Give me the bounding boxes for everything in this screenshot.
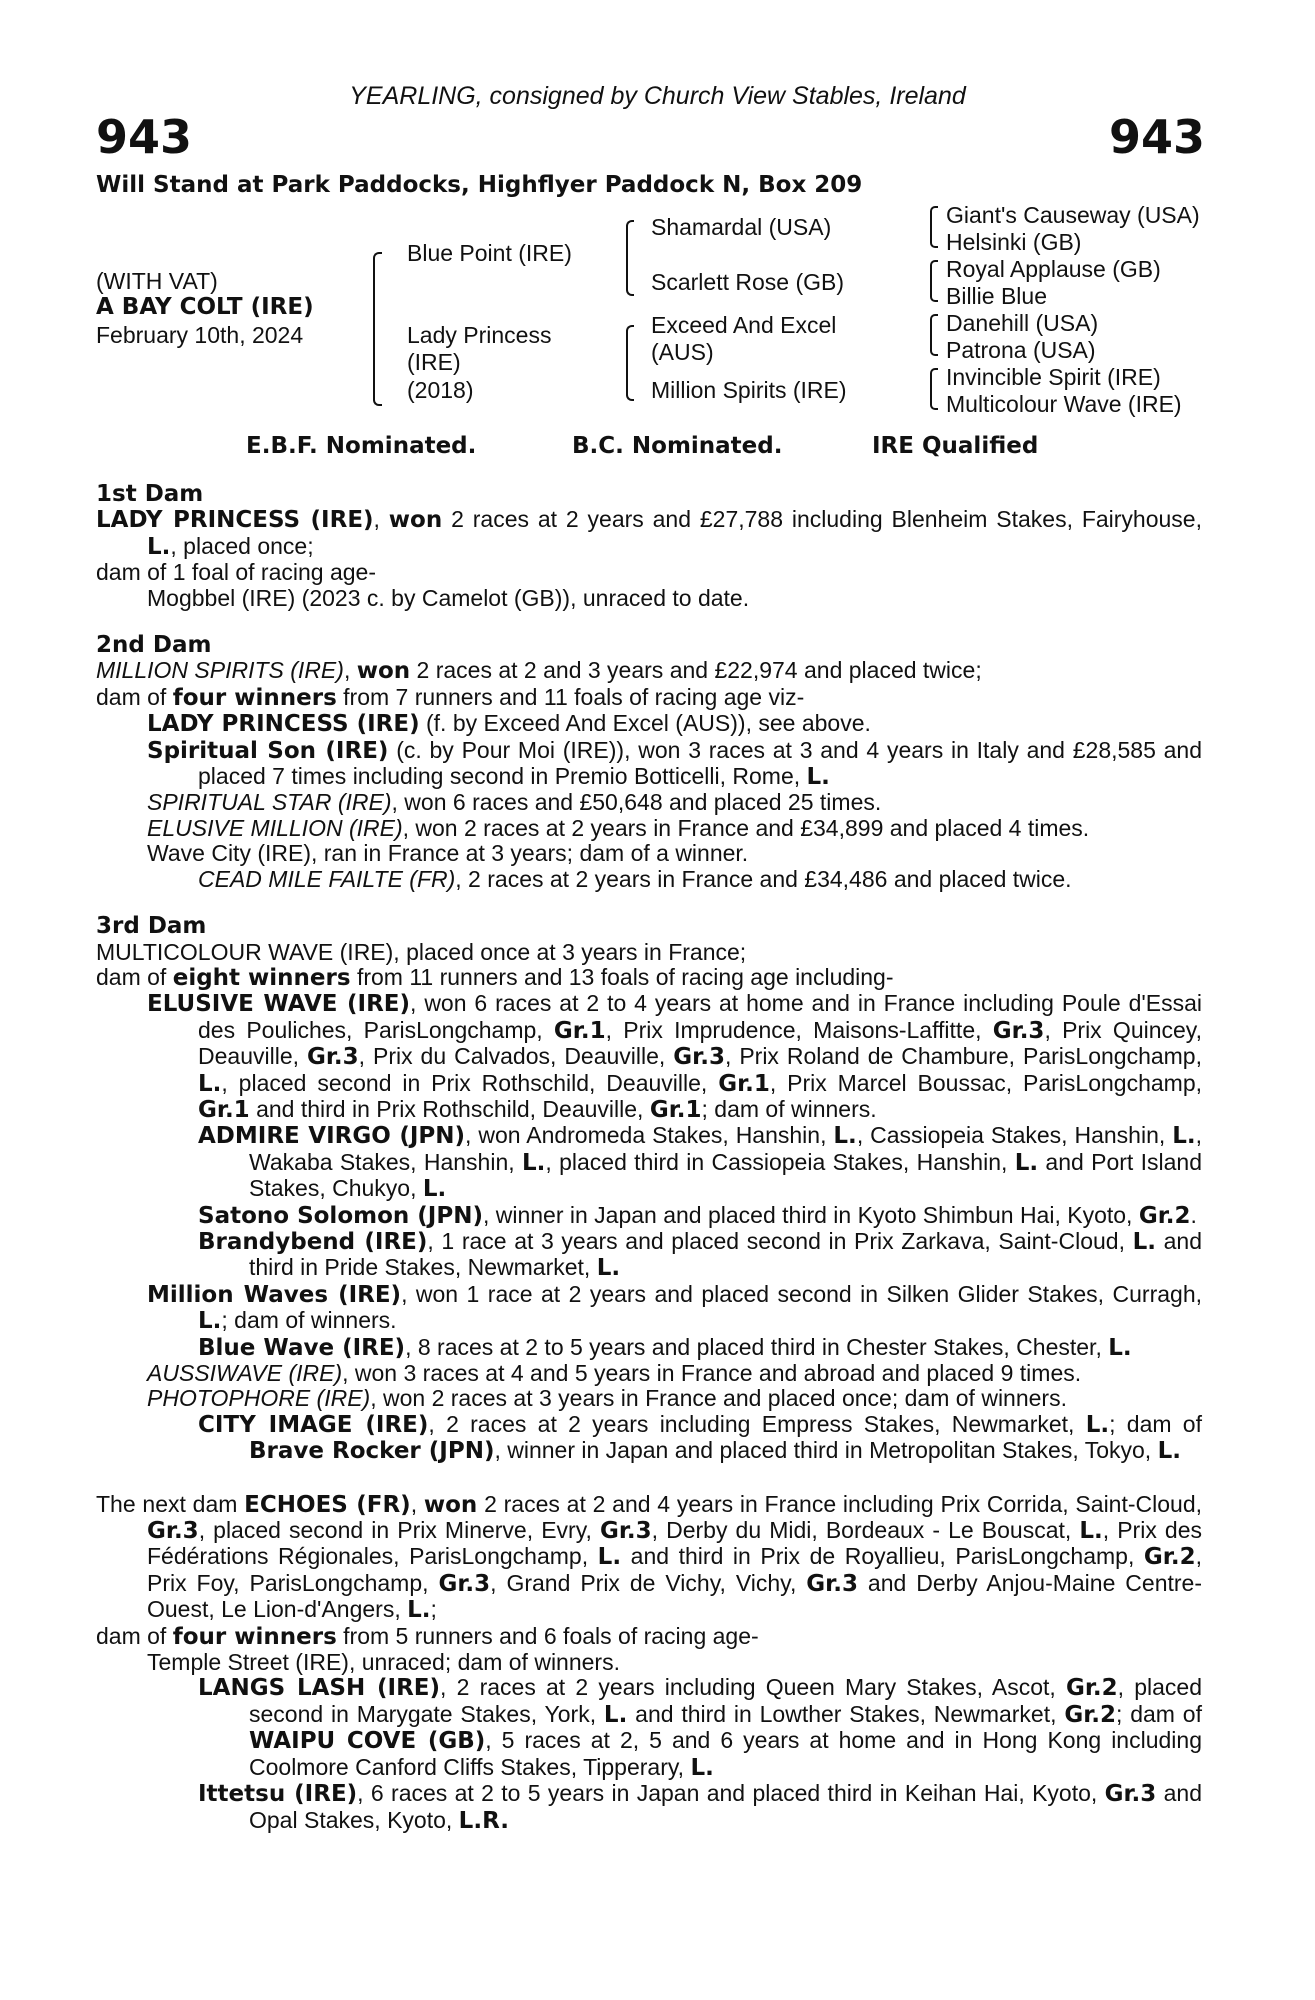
produce-record <box>96 482 1202 1834</box>
produce-ittetsu <box>96 1781 1202 1834</box>
produce-langs-lash <box>96 1675 1202 1781</box>
produce-name: WAIPU COVE (GB) <box>249 1728 486 1755</box>
lot-number-right: 943 <box>1108 110 1205 164</box>
listed-tag: L. <box>407 1597 431 1624</box>
pedigree-brace-7 <box>930 368 938 410</box>
dam-sire-line-1: Exceed And Excel <box>651 312 837 338</box>
ped-ssd: Helsinki (GB) <box>946 229 1082 255</box>
produce-admire-virgo <box>96 1123 1202 1202</box>
listed-tag: L. <box>147 533 171 560</box>
listed-tag: L. <box>806 764 830 791</box>
foaling-date: February 10th, 2024 <box>96 322 304 348</box>
produce-text: and third in Prix de Royallieu, ParisLongchamp, <box>621 1543 1144 1570</box>
produce-name: Spiritual Son (IRE) <box>147 737 389 764</box>
produce-photophore <box>96 1386 1202 1411</box>
dam-of-label: dam of <box>96 1622 173 1649</box>
group-tag: Gr.3 <box>306 1044 359 1071</box>
group-tag: Gr.2 <box>1065 1675 1118 1702</box>
group-tag: Gr.1 <box>649 1096 702 1123</box>
produce-name: AUSSIWAVE (IRE) <box>147 1360 343 1386</box>
produce-aussiwave <box>96 1361 1202 1386</box>
listed-tag: L. <box>1132 1228 1156 1255</box>
produce-text: , winner in Japan and placed third in Kyoto Shimbun Hai, Kyoto, <box>482 1201 1139 1228</box>
produce-text: , Wakaba Stakes, Hanshin, <box>249 1122 1202 1175</box>
group-tag: Gr.2 <box>1143 1544 1196 1571</box>
produce-temple-street: Temple Street (IRE), unraced; dam of winners. <box>147 1649 620 1676</box>
produce-name: CEAD MILE FAILTE (FR) <box>198 865 456 892</box>
produce-name: Brandybend (IRE) <box>198 1228 428 1255</box>
produce-name: LADY PRINCESS (IRE) <box>147 711 420 738</box>
listed-tag: L. <box>1085 1411 1110 1438</box>
third-dam-heading: 3rd Dam <box>96 913 207 940</box>
produce-text: . <box>1190 1201 1197 1228</box>
produce-million-waves <box>96 1282 1202 1335</box>
lot-number-left: 943 <box>96 110 193 164</box>
pedigree-brace-5 <box>930 260 938 302</box>
listed-tag: L. <box>422 1176 447 1203</box>
first-dam-heading: 1st Dam <box>96 481 204 507</box>
won-label: won <box>356 658 411 685</box>
listed-tag: L. <box>1014 1149 1039 1176</box>
produce-name: Ittetsu (IRE) <box>198 1781 358 1808</box>
sire-dam: Scarlett Rose (GB) <box>651 269 844 295</box>
listed-tag: L. <box>521 1149 546 1176</box>
produce-name: Brave Rocker (JPN) <box>249 1438 495 1465</box>
first-dam-text: 2 races at 2 years and £27,788 including Blenheim Stakes, Fairyhouse, <box>442 506 1202 533</box>
produce-text: , placed second in Prix Minerve, Evry, <box>198 1517 600 1544</box>
ped-dds: Invincible Spirit (IRE) <box>946 364 1161 390</box>
produce-spiritual-son <box>96 738 1202 791</box>
produce-text: and Derby Anjou-Maine Centre-Ouest, Le Lion-d'Angers, <box>147 1569 1202 1623</box>
produce-name: Million Waves (IRE) <box>147 1281 402 1308</box>
winner-count: four winners <box>172 1623 337 1650</box>
produce-text: ; dam of winners. <box>701 1095 877 1122</box>
produce-text: , placed second in Prix Rothschild, Deauville, <box>221 1069 719 1096</box>
group-tag: Gr.1 <box>198 1096 250 1123</box>
produce-name: Satono Solomon (JPN) <box>198 1202 483 1229</box>
produce-text: , placed second in Marygate Stakes, York, <box>249 1674 1203 1727</box>
next-dam-record: The next dam ECHOES (FR), won 2 races at 2 and 4 years in France including Prix Corrida, Saint-Cloud, Gr.3, placed second in Prix Minerve, Evry, Gr.3, Derby du Midi, Bordeaux - Le Bouscat, L., Prix des Fédérations Régionales, ParisLongchamp, L. and third in Prix de Royallieu, ParisLongchamp, Gr.2, Prix Foy, ParisLongchamp, Gr.3, Grand Prix de Vichy, Vichy, Gr.3 and Derby Anjou-Maine Centre-Ouest, Le Lion-d'Angers, L.; <box>96 1490 1203 1624</box>
produce-text: , Prix Foy, ParisLongchamp, <box>147 1543 1202 1596</box>
second-dam-heading: 2nd Dam <box>96 632 212 659</box>
pedigree-brace-1 <box>373 252 382 406</box>
produce-text: and third in Lowther Stakes, Newmarket, <box>627 1700 1065 1727</box>
produce-elusive-million <box>96 816 1202 841</box>
group-tag: Gr.2 <box>1064 1701 1117 1728</box>
produce-name: CITY IMAGE (IRE) <box>198 1411 429 1438</box>
group-tag: Gr.3 <box>992 1017 1045 1044</box>
produce-text: , won 1 race at 2 years and placed second in Silken Glider Stakes, Curragh, <box>401 1280 1202 1307</box>
second-dam-record: MILLION SPIRITS (IRE), won 2 races at 2 and 3 years and £22,974 and placed twice; <box>96 657 982 685</box>
first-dam-record: LADY PRINCESS (IRE), won 2 races at 2 years and £27,788 including Blenheim Stakes, Fairyhouse, L., placed once; <box>96 506 1202 560</box>
listed-tag: L. <box>198 1308 222 1335</box>
produce-text: 2 races at 2 and 4 years in France including Prix Corrida, Saint-Cloud, <box>477 1490 1203 1517</box>
ped-sdd: Billie Blue <box>946 283 1047 309</box>
dam-line-2: (IRE) <box>407 349 461 375</box>
produce-text: and Opal Stakes, Kyoto, <box>249 1780 1203 1833</box>
dam-dam: Million Spirits (IRE) <box>651 377 847 403</box>
produce-lady-princess <box>96 711 1202 737</box>
next-dam-name: ECHOES (FR) <box>244 1491 411 1518</box>
sire: Blue Point (IRE) <box>407 240 572 266</box>
produce-text: , 1 race at 3 years and placed second in Prix Zarkava, Saint-Cloud, <box>427 1227 1133 1254</box>
produce-spiritual-star <box>96 790 1202 815</box>
produce-elusive-wave <box>96 991 1202 1123</box>
produce-text: and Port Island Stakes, Chukyo, <box>249 1148 1203 1202</box>
third-dam-section <box>96 914 1202 1465</box>
group-tag: Gr.3 <box>599 1518 652 1545</box>
third-dam-produce-summary <box>96 965 1202 991</box>
produce-cead-mile-failte <box>96 867 1202 892</box>
second-dam-produce-summary <box>96 685 1202 711</box>
produce-text: , Prix Marcel Boussac, ParisLongchamp, <box>769 1069 1202 1096</box>
produce-text: ; dam of winners. <box>221 1307 397 1334</box>
produce-text: , 6 races at 2 to 5 years in Japan and placed third in Keihan Hai, Kyoto, <box>357 1780 1105 1807</box>
dam-of-label: dam of <box>96 683 173 710</box>
produce-name: PHOTOPHORE (IRE) <box>147 1385 371 1412</box>
dam-of-detail: from 11 runners and 13 foals of racing age including- <box>350 963 894 990</box>
vat-label: (WITH VAT) <box>96 268 218 294</box>
group-tag: Gr.1 <box>718 1070 770 1097</box>
listed-tag: L. <box>603 1701 628 1728</box>
produce-text: ; dam of <box>1116 1700 1202 1727</box>
first-dam-produce-summary: dam of 1 foal of racing age- <box>96 559 376 586</box>
ped-dss: Danehill (USA) <box>946 310 1099 336</box>
produce-city-image <box>96 1412 1202 1465</box>
dam-line-1: Lady Princess <box>407 322 552 348</box>
produce-satono-solomon <box>96 1203 1202 1229</box>
first-dam-name: LADY PRINCESS (IRE) <box>96 507 374 534</box>
produce-text: and third in Prix Rothschild, Deauville, <box>249 1095 650 1122</box>
produce-name: Blue Wave (IRE) <box>198 1334 406 1361</box>
third-dam-record: MULTICOLOUR WAVE (IRE), placed once at 3 years in France; <box>96 938 747 965</box>
next-dam-produce-summary <box>96 1624 1202 1650</box>
listed-tag: L. <box>596 1255 621 1282</box>
produce-text: , 2 races at 2 years including Empress Stakes, Newmarket, <box>428 1410 1086 1437</box>
produce-name: SPIRITUAL STAR (IRE) <box>147 789 392 816</box>
produce-text: , Prix des Fédérations Régionales, ParisLongchamp, <box>147 1517 1202 1570</box>
produce-text: and third in Pride Stakes, Newmarket, <box>249 1227 1203 1281</box>
pedigree-brace-4 <box>930 206 938 248</box>
produce-text: , Grand Prix de Vichy, Vichy, <box>490 1569 807 1596</box>
sale-subtitle: YEARLING, consigned by Church View Stables, Ireland <box>349 82 966 110</box>
next-dam-intro: The next dam <box>96 1490 245 1517</box>
produce-name: ELUSIVE WAVE (IRE) <box>147 991 411 1018</box>
won-label: won <box>423 1491 478 1518</box>
dam-line-3: (2018) <box>407 377 474 403</box>
produce-text: , placed third in Cassiopeia Stakes, Hanshin, <box>545 1148 1015 1175</box>
won-label: won <box>388 507 443 534</box>
produce-text: , 8 races at 2 to 5 years and placed third in Chester Stakes, Chester, <box>405 1333 1109 1360</box>
dam-of-detail: from 5 runners and 6 foals of racing age- <box>336 1622 759 1649</box>
dam-of-label: dam of <box>96 963 173 990</box>
ire-qualified: IRE Qualified <box>872 433 1039 459</box>
produce-text: , Prix Imprudence, Maisons-Laffitte, <box>605 1016 993 1043</box>
listed-tag: L. <box>597 1544 622 1571</box>
produce-name: ELUSIVE MILLION (IRE) <box>147 814 403 841</box>
first-dam-section <box>96 482 1202 611</box>
next-dam-section <box>96 1492 1202 1834</box>
produce-text: (f. by Exceed And Excel (AUS)), see above. <box>419 710 871 737</box>
second-dam-text: 2 races at 2 and 3 years and £22,974 and placed twice; <box>410 657 982 684</box>
winner-count: four winners <box>172 684 337 711</box>
group-tag: Gr.3 <box>673 1044 725 1071</box>
bc-nominated: B.C. Nominated. <box>572 433 783 459</box>
group-tag: Gr.3 <box>806 1570 858 1597</box>
listed-tag: L. <box>1079 1518 1103 1545</box>
pedigree-brace-3 <box>626 325 634 401</box>
produce-text: , Prix du Calvados, Deauville, <box>358 1043 674 1070</box>
listed-restricted-tag: L.R. <box>458 1807 509 1834</box>
ped-ddd: Multicolour Wave (IRE) <box>946 391 1182 417</box>
produce-name: ADMIRE VIRGO (JPN) <box>198 1123 466 1150</box>
produce-text: , 5 races at 2, 5 and 6 years at home and in Hong Kong including Coolmore Canford Cliffs Stakes, Tipperary, <box>249 1727 1202 1780</box>
produce-brandybend <box>96 1229 1202 1282</box>
second-dam-name: MILLION SPIRITS (IRE) <box>96 657 344 684</box>
produce-wave-city: Wave City (IRE), ran in France at 3 years; dam of a winner. <box>147 840 749 867</box>
pedigree-brace-2 <box>626 220 634 296</box>
horse-name: A BAY COLT (IRE) <box>96 294 314 320</box>
group-tag: Gr.3 <box>147 1518 199 1545</box>
produce-text: , Prix Quincey, Deauville, <box>198 1016 1202 1070</box>
first-dam-text-2: , placed once; <box>170 532 314 559</box>
listed-tag: L. <box>1157 1438 1181 1465</box>
winner-count: eight winners <box>172 964 351 991</box>
produce-name: LANGS LASH (IRE) <box>198 1675 441 1702</box>
ped-sds: Royal Applause (GB) <box>946 256 1161 282</box>
produce-text: , 2 races at 2 years including Queen Mary Stakes, Ascot, <box>440 1674 1066 1701</box>
listed-tag: L. <box>1108 1334 1132 1361</box>
group-tag: Gr.3 <box>438 1570 491 1597</box>
ped-dsd: Patrona (USA) <box>946 337 1096 363</box>
produce-text: , 2 races at 2 years in France and £34,486 and placed twice. <box>455 865 1072 892</box>
produce-text: ; dam of <box>1109 1410 1202 1437</box>
produce-text: , won 3 races at 4 and 5 years in France and abroad and placed 9 times. <box>342 1360 1082 1386</box>
produce-text: , winner in Japan and placed third in Metropolitan Stakes, Tokyo, <box>494 1437 1158 1464</box>
group-tag: Gr.3 <box>1104 1781 1157 1808</box>
pedigree-brace-6 <box>930 314 938 356</box>
produce-text: , Derby du Midi, Bordeaux - Le Bouscat, <box>651 1517 1080 1544</box>
produce-text: ; <box>430 1596 437 1623</box>
produce-text: , won 2 races at 2 years in France and £34,899 and placed 4 times. <box>402 814 1090 841</box>
listed-tag: L. <box>690 1754 714 1781</box>
produce-text: , Cassiopeia Stakes, Hanshin, <box>856 1122 1173 1149</box>
ped-sss: Giant's Causeway (USA) <box>946 202 1200 228</box>
group-tag: Gr.2 <box>1138 1202 1191 1229</box>
produce-text: , won 2 races at 3 years in France and placed once; dam of winners. <box>370 1385 1067 1412</box>
dam-of-detail: from 7 runners and 11 foals of racing age viz- <box>336 683 805 710</box>
sire-sire: Shamardal (USA) <box>651 214 832 240</box>
first-dam-foal: Mogbbel (IRE) (2023 c. by Camelot (GB)), unraced to date. <box>147 584 750 611</box>
produce-text: , won 6 races at 2 to 4 years at home and in France including Poule d'Essai des Pouliches, ParisLongchamp, <box>198 990 1202 1043</box>
listed-tag: L. <box>1172 1123 1196 1150</box>
produce-text: , won Andromeda Stakes, Hanshin, <box>465 1122 834 1149</box>
produce-text: (c. by Pour Moi (IRE)), won 3 races at 3 and 4 years in Italy and £28,585 and placed 7 times including second in Premio Botticelli, Rome, <box>198 736 1203 790</box>
ebf-nominated: E.B.F. Nominated. <box>246 433 477 459</box>
listed-tag: L. <box>198 1070 222 1097</box>
second-dam-section <box>96 633 1202 892</box>
produce-text: , won 6 races and £50,648 and placed 25 times. <box>391 789 882 816</box>
produce-text: , Prix Roland de Chambure, ParisLongchamp, <box>724 1043 1202 1070</box>
listed-tag: L. <box>833 1123 857 1150</box>
produce-blue-wave <box>96 1335 1202 1361</box>
stand-location: Will Stand at Park Paddocks, Highflyer Paddock N, Box 209 <box>96 172 863 198</box>
group-tag: Gr.1 <box>553 1017 606 1044</box>
dam-sire-line-2: (AUS) <box>651 339 714 365</box>
